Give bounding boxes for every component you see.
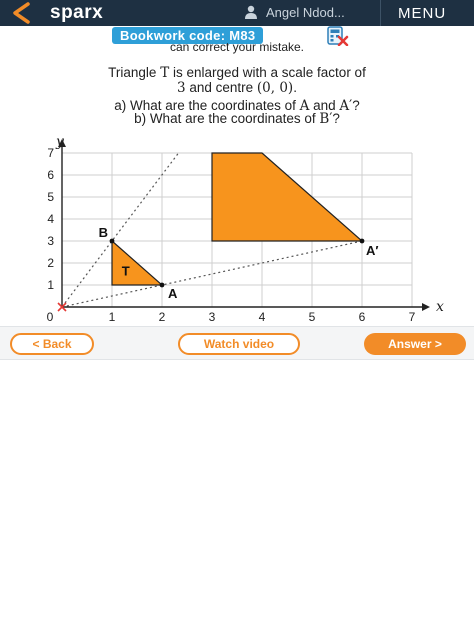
y-tick-label: 1: [47, 278, 54, 292]
x-tick-label: 7: [408, 310, 416, 321]
y-tick-label: 3: [47, 234, 54, 248]
x-tick-label: 6: [358, 310, 366, 321]
brand-logo: sparx: [50, 2, 104, 23]
question-text: b) What are the coordinates of: [134, 111, 320, 126]
back-button[interactable]: < Back: [10, 333, 94, 355]
y-tick-label: 7: [47, 146, 54, 160]
x-axis-arrow-icon: [422, 303, 430, 311]
point-label: A′: [366, 243, 379, 258]
y-tick-label: 5: [47, 190, 54, 204]
vertex-point: [160, 283, 165, 288]
question-line-2: [0, 80, 474, 96]
question-text: is enlarged with a scale factor of: [169, 65, 366, 80]
mistake-hint: can correct your mistake.: [169, 40, 305, 54]
triangle-name: T: [160, 65, 170, 81]
user-icon: [244, 5, 258, 19]
divider: [380, 0, 381, 26]
x-tick-label: 0: [46, 310, 54, 321]
question-text: ?: [352, 98, 360, 113]
question-text: .: [293, 80, 297, 95]
point-a-prime-name: A′: [339, 98, 353, 114]
y-axis-label: y: [56, 136, 64, 150]
user-name[interactable]: Angel Ndod...: [266, 5, 345, 20]
question-text: and centre: [185, 80, 257, 95]
triangle-t-label: T: [121, 263, 130, 279]
question-text: and: [309, 98, 340, 113]
x-tick-label: 4: [258, 310, 266, 321]
watch-video-button[interactable]: Watch video: [178, 333, 300, 355]
coordinate-graph: [40, 136, 450, 321]
footer-bar: [0, 326, 474, 360]
point-label: B: [98, 225, 108, 240]
x-axis-label: x: [436, 299, 444, 315]
y-tick-label: 4: [47, 212, 54, 226]
top-bar: [0, 0, 474, 26]
centre-coordinates: (0, 0): [256, 80, 294, 96]
point-b-prime-name: B′: [319, 111, 333, 127]
x-tick-label: 5: [308, 310, 316, 321]
scale-factor: 3: [177, 80, 186, 96]
point-a-name: A: [299, 98, 310, 114]
question-text: ?: [332, 111, 340, 126]
y-tick-label: 2: [47, 256, 54, 270]
x-tick-label: 2: [158, 310, 166, 321]
bookwork-code-badge[interactable]: Bookwork code: M83: [112, 27, 263, 44]
question-text: a) What are the coordinates of: [114, 98, 300, 113]
vertex-point: [360, 239, 365, 244]
back-chevron-icon[interactable]: [8, 2, 34, 24]
question-part-b: [0, 111, 474, 127]
menu-button[interactable]: MENU: [398, 5, 447, 22]
x-tick-label: 3: [208, 310, 216, 321]
answer-button[interactable]: Answer >: [364, 333, 466, 355]
point-label: A: [168, 286, 178, 301]
x-tick-label: 1: [108, 310, 116, 321]
question-line-1: [0, 65, 474, 81]
y-tick-label: 6: [47, 168, 54, 182]
vertex-point: [110, 239, 115, 244]
question-text: Triangle: [108, 65, 161, 80]
